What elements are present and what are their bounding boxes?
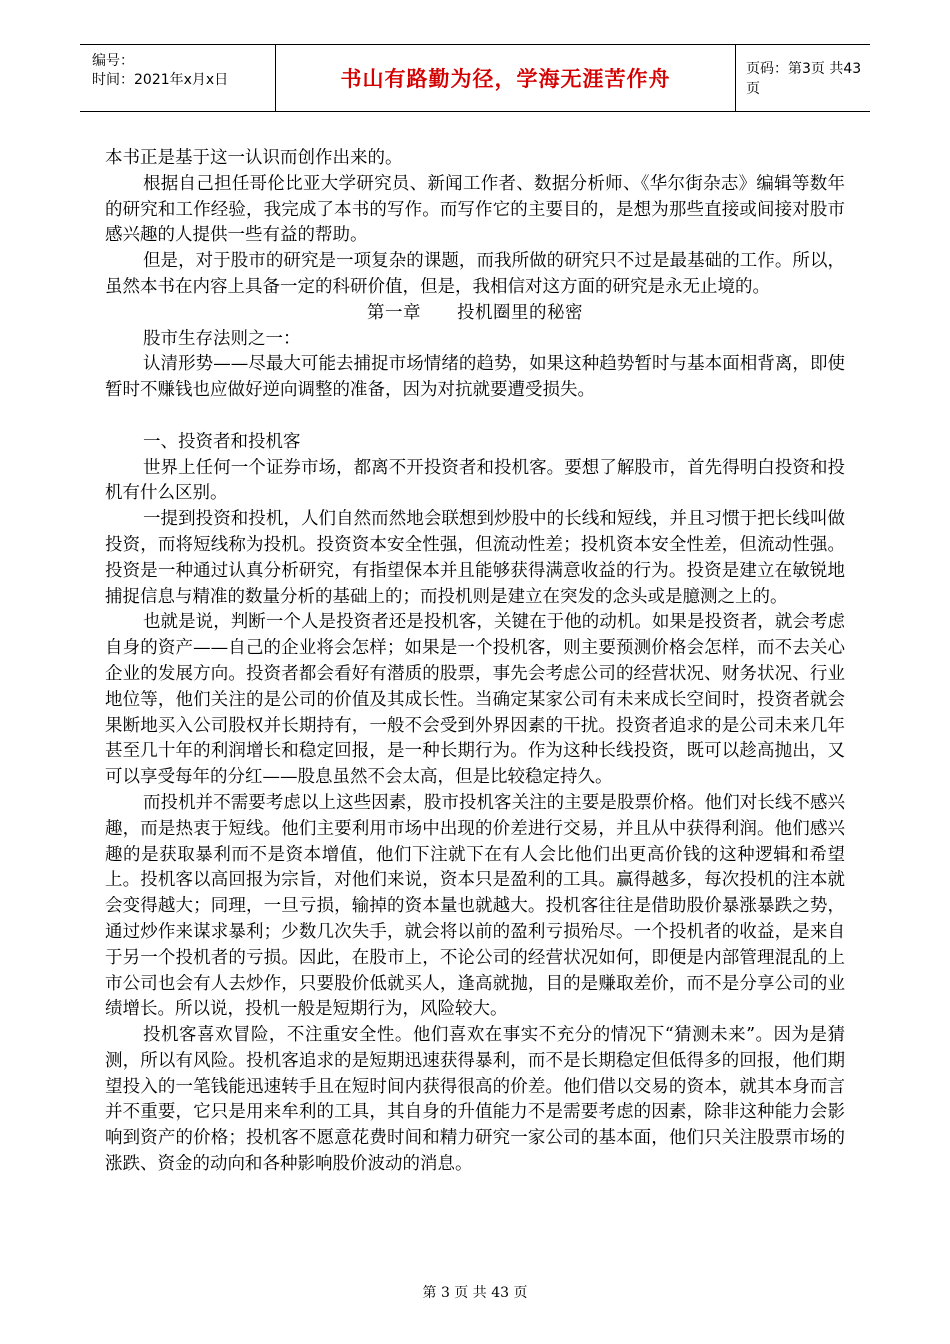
paragraph: 本书正是基于这一认识而创作出来的。 [105, 148, 403, 168]
page-footer: 第 3 页 共 43 页 [422, 1285, 528, 1301]
paragraph: 投机客喜欢冒险，不注重安全性。他们喜欢在事实不充分的情况下“猜测未来”。因为是猜测，所以有风险。投机客追求的是短期迅速获得暴利，而不是长期稳定但低得多的回报，他们期望投入的一笔钱能迅速转手且在短时间内获得很高的价差。他们借以交易的资本，就其本身而言并不重要，它只是用来牟利的工具，其自身的升值能力不是需要考虑的因素，除非这种能力会影响到资产的价格；投机客不愿意花费时间和精力研究一家公司的基本面，他们只关注股票市场的涨跌、资金的动向和各种影响股价波动的消息。 [105, 1025, 845, 1175]
paragraph: 根据自己担任哥伦比亚大学研究员、新闻工作者、数据分析师、《华尔街杂志》编辑等数年的研究和工作经验，我完成了本书的写作。而写作它的主要目的，是想为那些直接或间接对股市感兴趣的人提供一些有益的帮助。 [105, 173, 845, 246]
paragraph: 而投机并不需要考虑以上这些因素，股市投机客关注的主要是股票价格。他们对长线不感兴趣，而是热衷于短线。他们主要利用市场中出现的价差进行交易，并且从中获得利润。他们感兴趣的是获取暴利而不是资本增值，他们下注就下在有人会比他们出更高价钱的这种逻辑和希望上。投机客以高回报为宗旨，对他们来说，资本只是盈利的工具。赢得越多，每次投机的注本就会变得越大；同理，一旦亏损，输掉的资本量也就越大。投机客往往是借助股价暴涨暴跌之势，通过炒作来谋求暴利；少数几次失手，就会将以前的盈利亏损殆尽。一个投机者的收益，是来自于另一个投机者的亏损。因此，在股市上，不论公司的经营状况如何，即便是内部管理混乱的上市公司也会有人去炒作，只要股价低就买人，逢高就抛，目的是赚取差价，而不是分享公司的业绩增长。所以说，投机一般是短期行为，风险较大。 [105, 792, 845, 1020]
header-page-info: 页码：第3页 共43页 [746, 61, 862, 97]
rule-text: 认清形势——尽最大可能去捕捉市场情绪的趋势，如果这种趋势暂时与基本面相背离，即使暂时不赚钱也应做好逆向调整的准备，因为对抗就要遭受损失。 [105, 354, 845, 401]
rule-intro: 股市生存法则之一： [143, 328, 301, 349]
paragraph: 但是，对于股市的研究是一项复杂的课题，而我所做的研究只不过是最基础的工作。所以，虽然本书在内容上具备一定的科研价值，但是，我相信对这方面的研究是永无止境的。 [105, 251, 845, 297]
page-header [80, 44, 870, 112]
header-meta [80, 45, 276, 111]
document-time-label: 时间：2021年x月x日 [92, 72, 229, 88]
paragraph: 世界上任何一个证券市场，都离不开投资者和投机客。要想了解股市，首先得明白投资和投机有什么区别。 [105, 457, 845, 504]
section-title: 一、投资者和投机客 [143, 431, 301, 452]
header-motto: 书山有路勤为径，学海无涯苦作舟 [276, 45, 736, 111]
chapter-title: 第一章 投机圈里的秘密 [367, 302, 583, 323]
document-number-label: 编号： [92, 53, 134, 69]
document-body [105, 146, 845, 1178]
paragraph: 一提到投资和投机，人们自然而然地会联想到炒股中的长线和短线，并且习惯于把长线叫做投资，而将短线称为投机。投资资本安全性强，但流动性差；投机资本安全性差，但流动性强。投资是一种通过认真分析研究，有指望保本并且能够获得满意收益的行为。投资是建立在敏锐地捕捉信息与精准的数量分析的基础上的；而投机则是建立在突发的念头或是臆测之上的。 [105, 509, 845, 607]
paragraph: 也就是说，判断一个人是投资者还是投机客，关键在于他的动机。如果是投资者，就会考虑自身的资产——自己的企业将会怎样；如果是一个投机客，则主要预测价格会怎样，而不去关心企业的发展方向。投资者都会看好有潜质的股票，事先会考虑公司的经营状况、财务状况、行业地位等，他们关注的是公司的价值及其成长性。当确定某家公司有未来成长空间时，投资者就会果断地买入公司股权并长期持有，一般不会受到外界因素的干扰。投资者追求的是公司未来几年甚至几十年的利润增长和稳定回报，是一种长期行为。作为这种长线投资，既可以趁高抛出，又可以享受每年的分红——股息虽然不会太高，但是比较稳定持久。 [105, 612, 845, 788]
spacer [105, 404, 845, 430]
